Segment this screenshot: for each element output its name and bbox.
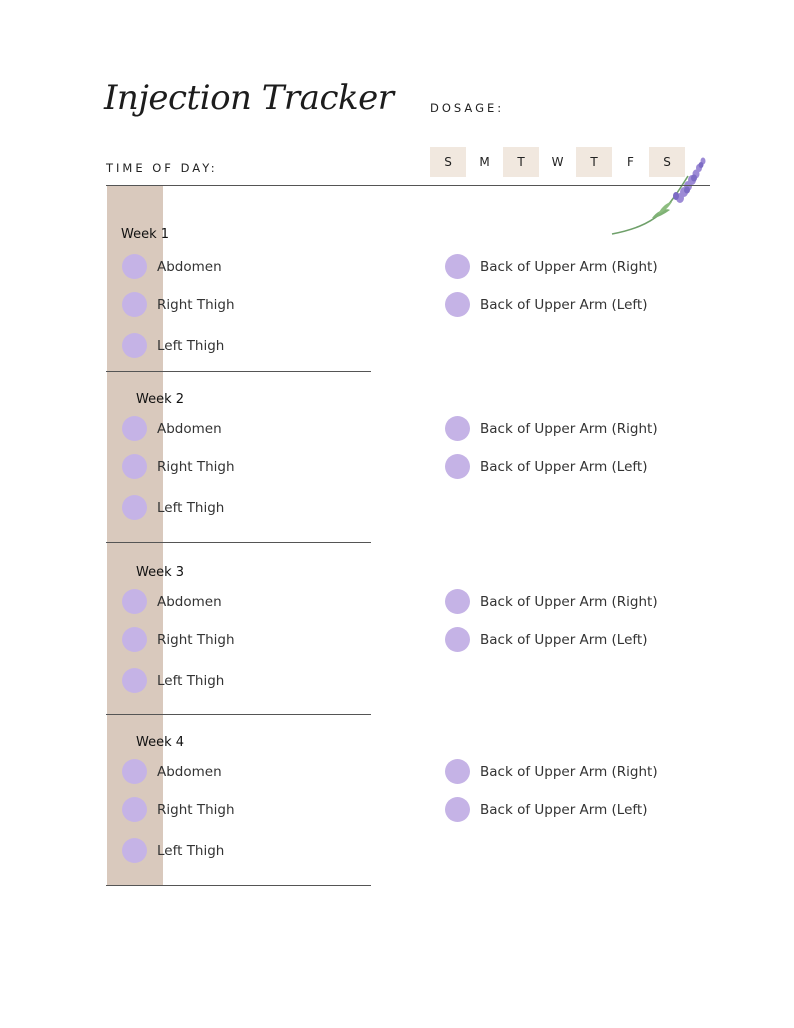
week-divider [106,714,371,715]
site-label: Abdomen [157,258,222,275]
site-row-upper-arm-right [445,254,658,279]
site-checkbox[interactable] [122,416,147,441]
week-divider [106,542,371,543]
time-of-day-label: TIME OF DAY: [106,161,218,175]
site-row-left-thigh [122,495,224,520]
site-row-left-thigh [122,668,224,693]
week-divider [106,885,371,886]
site-row-right-thigh [122,454,235,479]
site-checkbox[interactable] [122,668,147,693]
day-wednesday[interactable]: W [551,155,564,169]
site-label: Back of Upper Arm (Right) [480,763,658,780]
week-title: Week 2 [136,392,185,407]
site-label: Back of Upper Arm (Right) [480,420,658,437]
site-label: Right Thigh [157,631,235,648]
day-thursday[interactable]: T [576,147,612,177]
day-monday[interactable]: M [479,155,490,169]
site-row-left-thigh [122,333,224,358]
site-row-upper-arm-left [445,627,647,652]
site-label: Right Thigh [157,296,235,313]
site-checkbox[interactable] [445,254,470,279]
site-row-abdomen [122,416,222,441]
page-title: Injection Tracker [104,78,394,118]
site-checkbox[interactable] [445,627,470,652]
site-row-upper-arm-left [445,797,647,822]
site-checkbox[interactable] [445,292,470,317]
site-row-upper-arm-right [445,416,658,441]
site-label: Left Thigh [157,672,225,689]
site-row-abdomen [122,759,222,784]
site-row-upper-arm-right [445,589,658,614]
site-label: Right Thigh [157,801,235,818]
site-checkbox[interactable] [122,254,147,279]
site-checkbox[interactable] [122,589,147,614]
site-checkbox[interactable] [122,759,147,784]
site-label: Abdomen [157,763,222,780]
site-label: Back of Upper Arm (Left) [480,458,648,475]
site-label: Right Thigh [157,458,235,475]
site-row-right-thigh [122,292,235,317]
header-divider [106,185,710,186]
site-checkbox[interactable] [445,454,470,479]
site-label: Abdomen [157,593,222,610]
site-checkbox[interactable] [122,292,147,317]
site-label: Back of Upper Arm (Left) [480,801,648,818]
week-divider [106,371,371,372]
week-title: Week 3 [136,565,185,580]
site-checkbox[interactable] [122,333,147,358]
site-row-upper-arm-left [445,454,647,479]
site-checkbox[interactable] [445,797,470,822]
site-checkbox[interactable] [445,759,470,784]
day-friday[interactable]: F [627,155,634,169]
site-row-abdomen [122,254,222,279]
day-tuesday[interactable]: T [503,147,539,177]
site-checkbox[interactable] [122,838,147,863]
week-title: Week 4 [136,735,185,750]
dosage-label: DOSAGE: [430,101,505,115]
day-saturday[interactable]: S [649,147,685,177]
site-checkbox[interactable] [122,454,147,479]
site-row-upper-arm-right [445,759,658,784]
site-row-left-thigh [122,838,224,863]
day-sunday[interactable]: S [430,147,466,177]
site-checkbox[interactable] [445,416,470,441]
site-label: Back of Upper Arm (Right) [480,258,658,275]
site-checkbox[interactable] [122,797,147,822]
site-label: Left Thigh [157,842,225,859]
site-row-abdomen [122,589,222,614]
site-label: Back of Upper Arm (Left) [480,296,648,313]
site-row-right-thigh [122,797,235,822]
site-checkbox[interactable] [122,627,147,652]
site-row-right-thigh [122,627,235,652]
site-label: Abdomen [157,420,222,437]
site-label: Back of Upper Arm (Left) [480,631,648,648]
site-checkbox[interactable] [122,495,147,520]
lavender-sprig-icon [608,152,712,238]
week-title: Week 1 [121,227,170,242]
site-checkbox[interactable] [445,589,470,614]
site-label: Left Thigh [157,499,225,516]
site-label: Left Thigh [157,337,225,354]
site-row-upper-arm-left [445,292,647,317]
site-label: Back of Upper Arm (Right) [480,593,658,610]
